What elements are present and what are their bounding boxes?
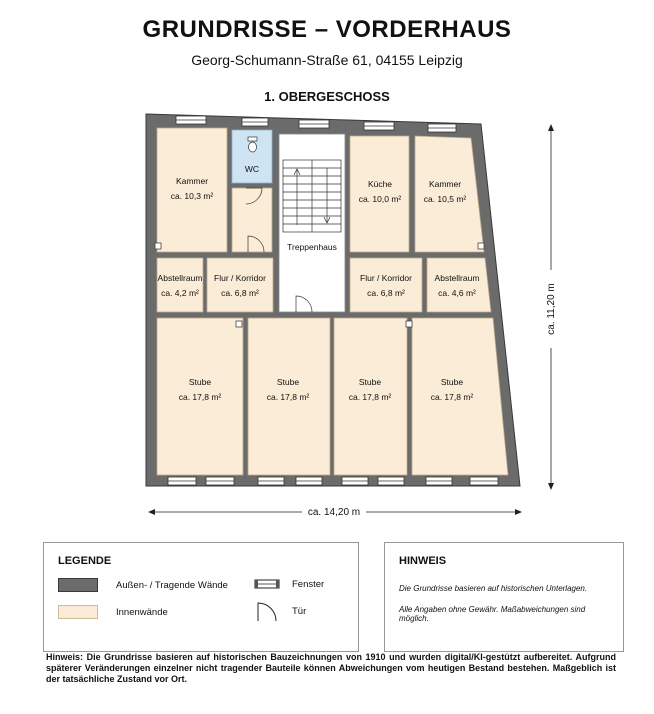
legend-item-door [254,600,306,622]
room-label-name: WC [244,164,260,174]
room-label-name: Kammer [175,176,209,186]
room-abstellraum-right [427,258,491,312]
window-icon [254,578,280,590]
room-label-name: Stube [358,377,382,387]
hint-title: HINWEIS [399,555,447,567]
room-label-area: ca. 17,8 m² [178,392,222,402]
plan-title: GRUNDRISSE – VORDERHAUS [142,16,512,43]
legend-walls-label: Außen- / Tragende Wände [116,579,228,591]
room-label-name: Stube [440,377,464,387]
room-label-name: Stube [276,377,300,387]
room-label-name: Stube [188,377,212,387]
door-icon [254,600,280,622]
wall-swatch [58,578,98,592]
room-label-area: ca. 17,8 m² [430,392,474,402]
width-dimension-label: ca. 14,20 m [307,507,361,518]
room-flur-right [350,258,422,312]
room-label-area: ca. 10,3 m² [170,191,214,201]
room-flur-left [207,258,273,312]
room-label-area: ca. 17,8 m² [348,392,392,402]
hint-line-1: Die Grundrisse basieren auf historischen Unterlagen. [399,584,588,593]
room-label-area: ca. 10,5 m² [423,194,467,204]
room-label-name: Flur / Korridor [360,273,412,283]
room-kammer-left [157,128,227,252]
legend-item-inner [58,605,168,619]
room-vestibule [232,188,272,252]
legend-item-window [254,578,324,590]
hint-box [384,542,624,652]
room-label-area: ca. 6,8 m² [221,288,259,298]
hint-line-2: Alle Angaben ohne Gewähr. Maßabweichungen sind möglich. [399,605,586,623]
footnote: Hinweis: Die Grundrisse basieren auf historischen Bauzeichnungen von 1910 und wurden digital/KI-gestützt aufbereitet. Aufgrund späterer Veränderungen einzelner nicht tragender Bauteile können Abweichungen vom heutigen Bestand bestehen. Maßgeblich ist der tatsächliche Zustand vor Ort. [46,652,616,684]
room-label-name: Flur / Korridor [214,273,266,283]
room-label-name: Treppenhaus [287,242,337,252]
address: Georg-Schumann-Straße 61, 04155 Leipzig [191,52,463,68]
room-label-area: ca. 4,6 m² [438,288,476,298]
room-label-name: Küche [367,179,393,189]
legend-title: LEGENDE [58,555,112,567]
floor-label: 1. OBERGESCHOSS [264,89,390,104]
legend-box [43,542,359,652]
room-abstellraum-left [157,258,203,312]
room-label-name: Abstellraum [434,273,480,283]
legend-window-label: Fenster [292,578,325,590]
depth-dimension-label: ca. 11,20 m [546,283,557,335]
room-label-name: Abstellraum [157,273,203,283]
legend-item-walls [58,578,228,592]
room-label-area: ca. 17,8 m² [266,392,310,402]
room-label-area: ca. 6,8 m² [367,288,405,298]
wc-toilet-icon [248,137,257,152]
inner-wall-swatch [58,605,98,619]
room-label-name: Kammer [428,179,462,189]
room-label-area: ca. 4,2 m² [161,288,199,298]
legend-door-label: Tür [292,605,307,617]
room-label-area: ca. 10,0 m² [358,194,402,204]
legend-inner-label: Innenwände [116,606,168,618]
